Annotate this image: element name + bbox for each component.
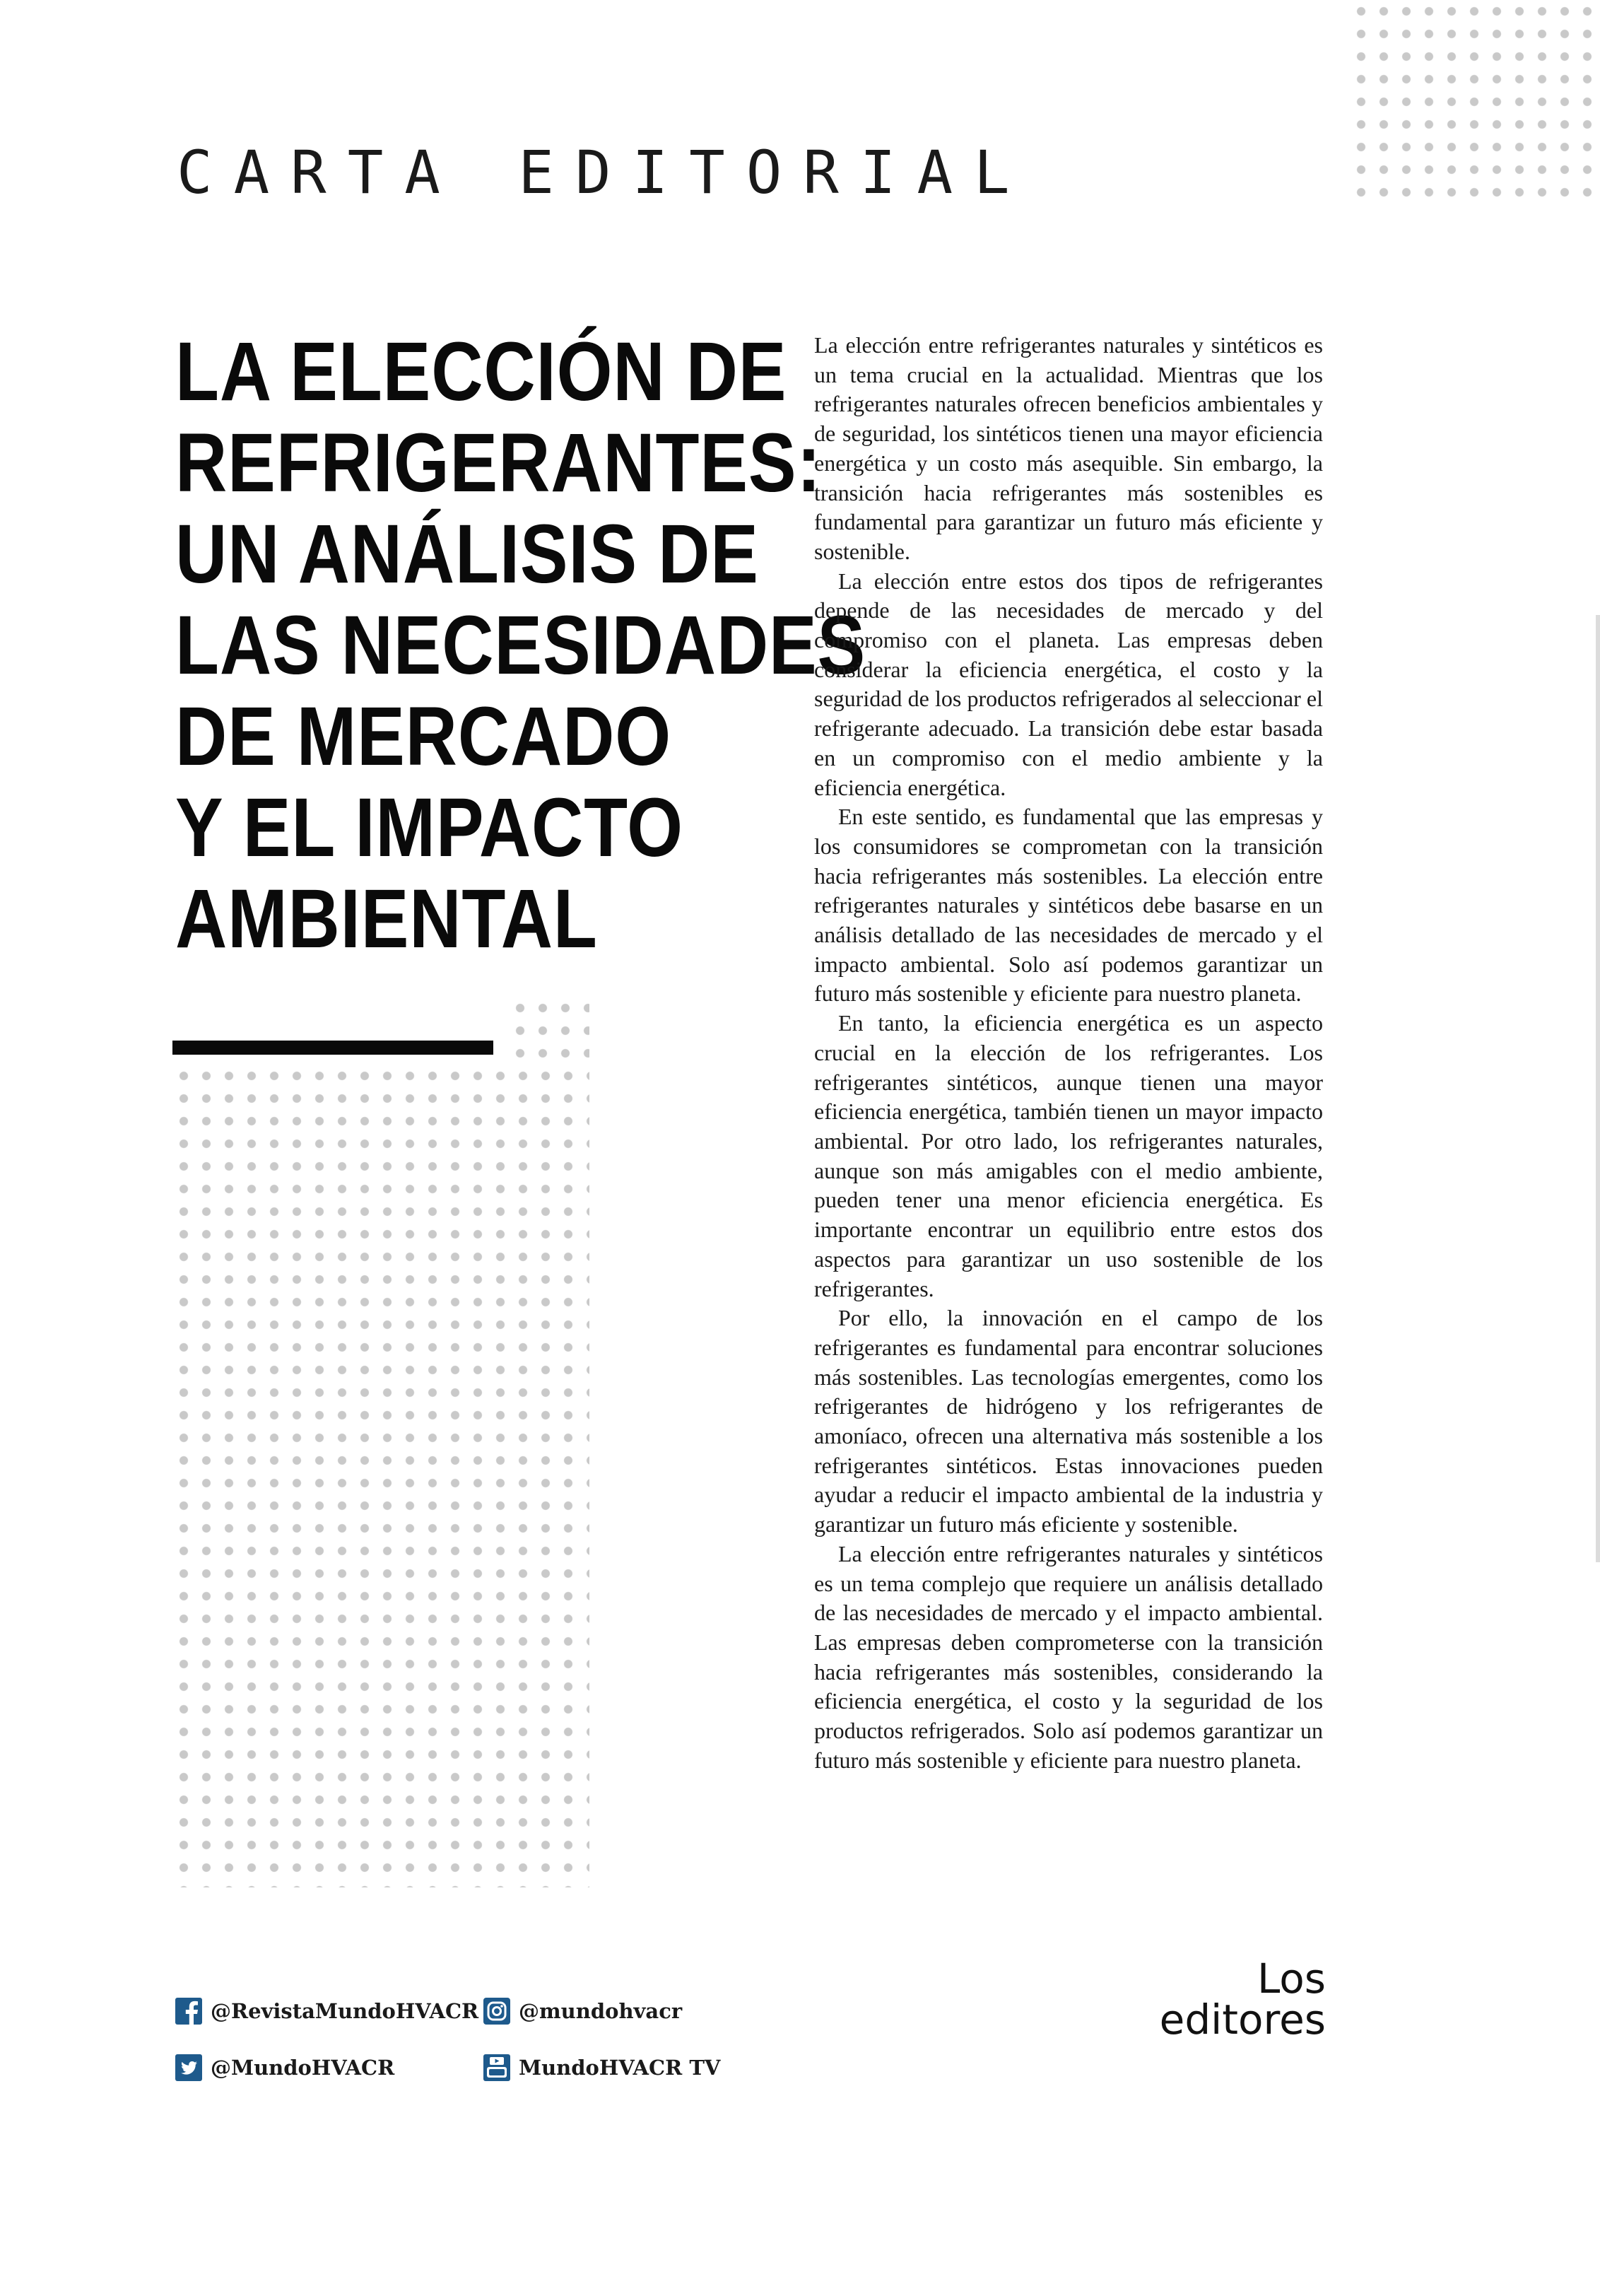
- social-instagram-link[interactable]: [483, 1998, 682, 2025]
- page-edge-rule: [1596, 615, 1600, 1562]
- instagram-icon: [483, 1998, 510, 2025]
- headline-line: REFRIGERANTES:: [175, 416, 822, 510]
- body-paragraph: En tanto, la eficiencia energética es un aspecto crucial en la elección de los refrigerantes. Los refrigerantes sintéticos, aunque tienen una mayor eficiencia energética, también tienen un mayor impacto ambiental. Por otro lado, los refrigerantes naturales, aunque son más amigables con el medio ambiente, pueden tener una menor eficiencia energética. Es importante encontrar un equilibrio entre estos dos aspectos para garantizar un uso sostenible de los refrigerantes.: [814, 1010, 1323, 1301]
- body-paragraph: La elección entre estos dos tipos de refrigerantes depende de las necesidades de mercado y del compromiso con el planeta. Las empresas deben considerar la eficiencia energética, el costo y la seguridad de los productos refrigerados al seleccionar el refrigerante adecuado. La transición debe estar basada en un compromiso con el medio ambiente y la eficiencia energética.: [814, 568, 1323, 800]
- headline-line: LAS NECESIDADES: [175, 599, 866, 692]
- twitter-handle: @MundoHVACR: [211, 2056, 395, 2080]
- headline-line: UN ANÁLISIS DE: [175, 508, 759, 601]
- dot-pattern-top-right: [1350, 0, 1600, 205]
- headline-accent-bar: [172, 1041, 493, 1055]
- social-facebook-link[interactable]: [175, 1998, 478, 2025]
- article-headline: [175, 325, 866, 966]
- headline-line: AMBIENTAL: [175, 872, 598, 966]
- social-twitter-link[interactable]: [175, 2054, 394, 2081]
- youtube-channel: MundoHVACR TV: [519, 2056, 721, 2080]
- youtube-icon: [483, 2054, 510, 2081]
- headline-line: LA ELECCIÓN DE: [175, 325, 787, 418]
- body-paragraph: En este sentido, es fundamental que las empresas y los consumidores se comprometan con la transición hacia refrigerantes más sostenibles. La elección entre refrigerantes naturales y sintéticos debe basarse en un análisis detallado de las necesidades de mercado y el impacto ambiental. Solo así podemos garantizar un futuro más sostenible y eficiente para nuestro planeta.: [814, 804, 1323, 1007]
- section-label: CARTA EDITORIAL: [177, 138, 1031, 207]
- headline-line: DE MERCADO: [175, 690, 672, 783]
- body-paragraph: La elección entre refrigerantes naturales y sintéticos es un tema crucial en la actualidad. Mientras que los refrigerantes naturales ofrecen beneficios ambientales y de seguridad, los sintéticos tienen una mayor eficiencia energética y un costo más asequible. Sin embargo, la transición hacia refrigerantes más sostenibles es fundamental para garantizar un futuro más eficiente y sostenible.: [814, 332, 1323, 564]
- instagram-handle: @mundohvacr: [519, 1999, 683, 2023]
- social-youtube-link[interactable]: [483, 2054, 720, 2081]
- article-body: [814, 331, 1323, 1775]
- body-paragraph: La elección entre refrigerantes naturales y sintéticos es un tema complejo que requiere un análisis detallado de las necesidades de mercado y el impacto ambiental. Las empresas deben comprometerse con la transición hacia refrigerantes más sostenibles, considerando la eficiencia energética, el costo y la seguridad de los productos refrigerados. Solo así podemos garantizar un futuro más sostenible y eficiente para nuestro planeta.: [814, 1540, 1323, 1773]
- body-paragraph: Por ello, la innovación en el campo de los refrigerantes es fundamental para encontrar soluciones más sostenibles. Las tecnologías emergentes, como los refrigerantes de hidrógeno y los refrigerantes de amoníaco, ofrecen una alternativa más sostenible a los refrigerantes sintéticos. Estas innovaciones pueden ayudar a reducir el impacto ambiental de la industria y garantizar un futuro más eficiente y sostenible.: [814, 1305, 1323, 1538]
- facebook-handle: @RevistaMundoHVACR: [211, 1999, 479, 2023]
- headline-line: Y EL IMPACTO: [175, 781, 683, 874]
- dot-pattern-upper: [509, 997, 589, 1065]
- editorial-signature: Los editores: [1159, 1955, 1326, 2044]
- facebook-icon: [175, 1998, 202, 2025]
- dot-pattern-main: [172, 1065, 589, 1887]
- twitter-icon: [175, 2054, 202, 2081]
